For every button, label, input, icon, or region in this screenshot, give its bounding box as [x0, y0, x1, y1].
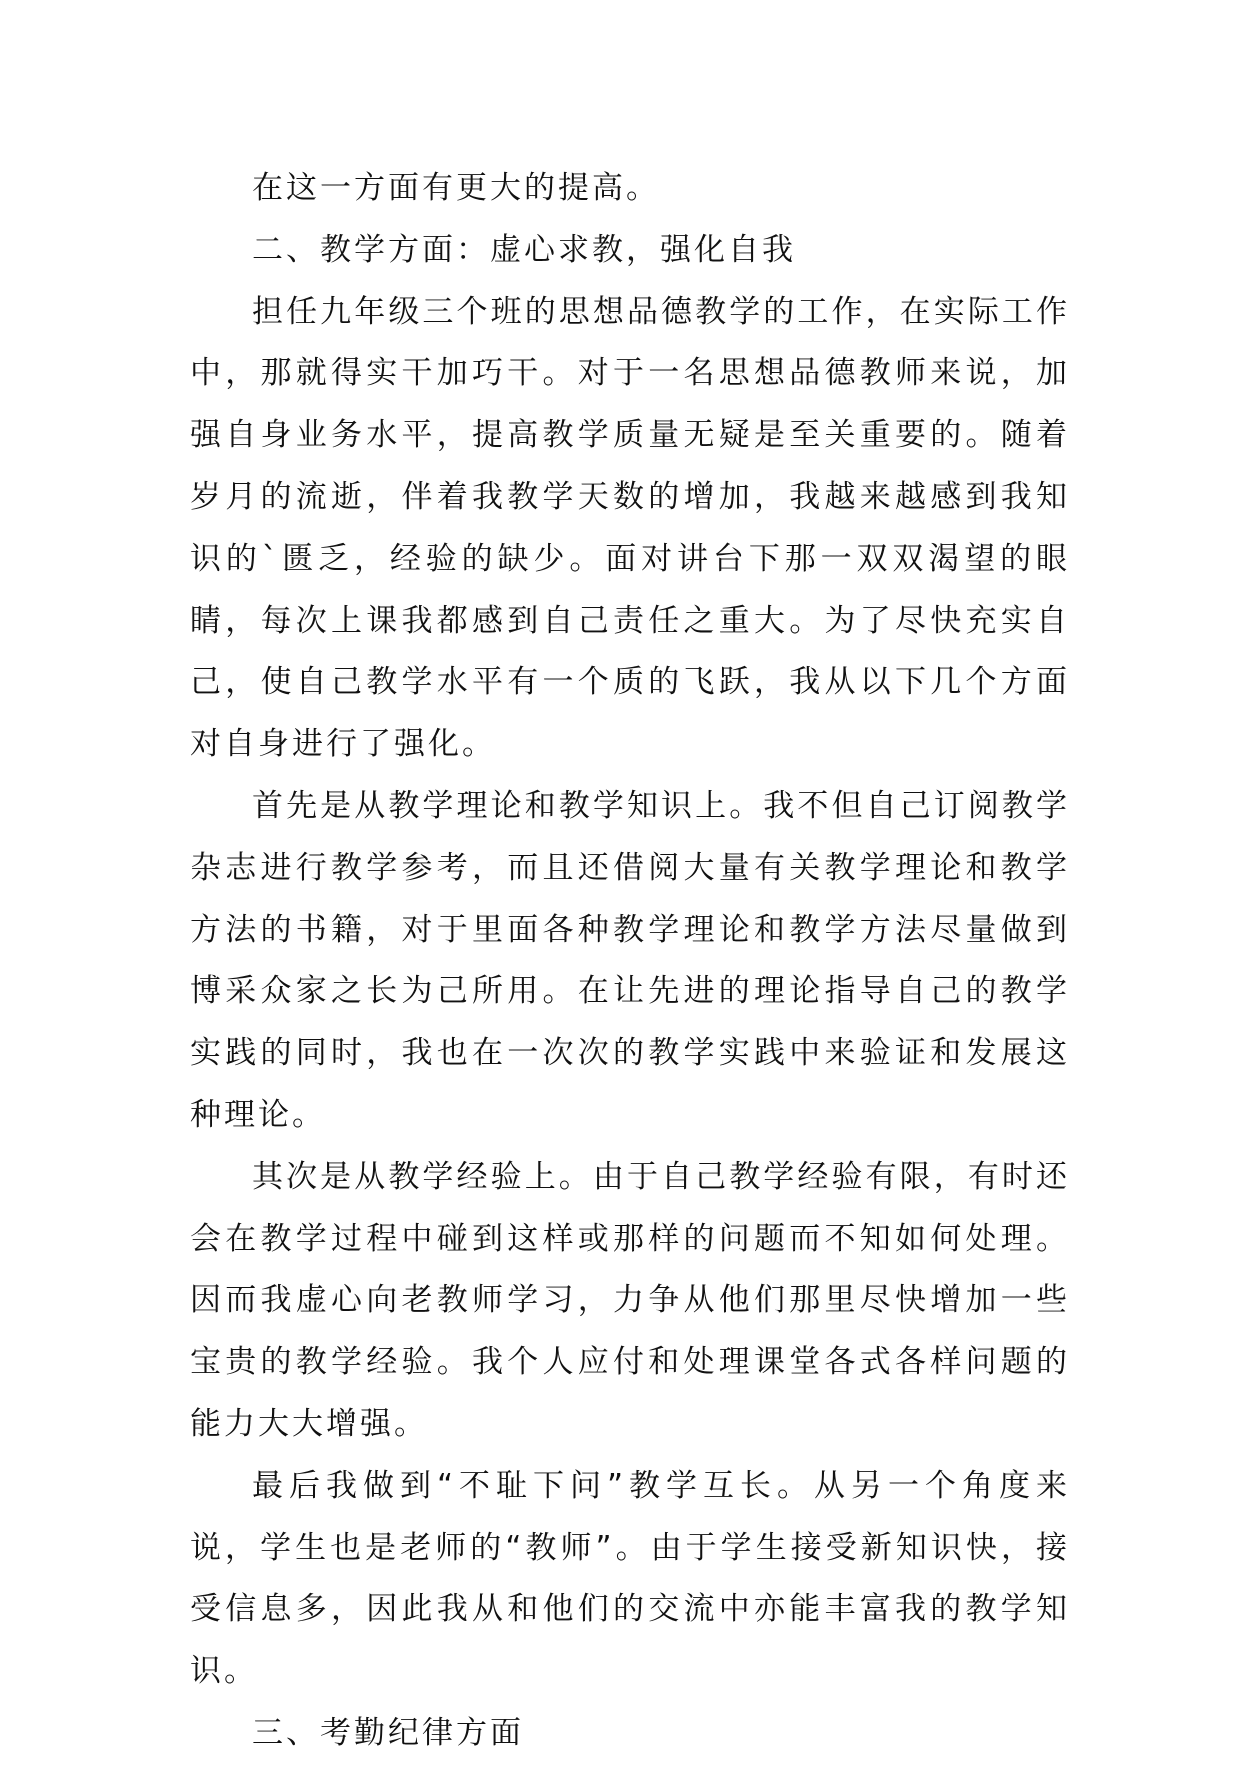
paragraph-teaching-duties: 担任九年级三个班的思想品德教学的工作，在实际工作中，那就得实干加巧干。对于一名思想品德教师来说，加强自身业务水平，提高教学质量无疑是至关重要的。随着岁月的流逝，伴着我教学天数的增加，我越来越感到我知识的`匮乏，经验的缺少。面对讲台下那一双双渴望的眼睛，每次上课我都感到自己责任之重大。为了尽快充实自己，使自己教学水平有一个质的飞跃，我从以下几个方面对自身进行了强化。	[190, 293, 1070, 763]
paragraph-teaching-experience: 其次是从教学经验上。由于自己教学经验有限，有时还会在教学过程中碰到这样或那样的问题而不知如何处理。因而我虚心向老教师学习，力争从他们那里尽快增加一些宝贵的教学经验。我个人应付和处理课堂各式各样问题的能力大大增强。	[190, 1158, 1070, 1442]
document-body	[190, 158, 1070, 1765]
section-heading-teaching: 二、教学方面：虚心求教，强化自我	[252, 231, 796, 268]
paragraph-continuation: 在这一方面有更大的提高。	[252, 170, 660, 206]
paragraph-theory-knowledge: 首先是从教学理论和教学知识上。我不但自己订阅教学杂志进行教学参考，而且还借阅大量有关教学理论和教学方法的书籍，对于里面各种教学理论和教学方法尽量做到博采众家之长为己所用。在让先进的理论指导自己的教学实践的同时，我也在一次次的教学实践中来验证和发展这种理论。	[190, 787, 1070, 1133]
paragraph-learn-from-students: 最后我做到“不耻下问”教学互长。从另一个角度来说，学生也是老师的“教师”。由于学生接受新知识快，接受信息多，因此我从和他们的交流中亦能丰富我的教学知识。	[190, 1467, 1070, 1690]
section-heading-attendance: 三、考勤纪律方面	[252, 1714, 524, 1751]
